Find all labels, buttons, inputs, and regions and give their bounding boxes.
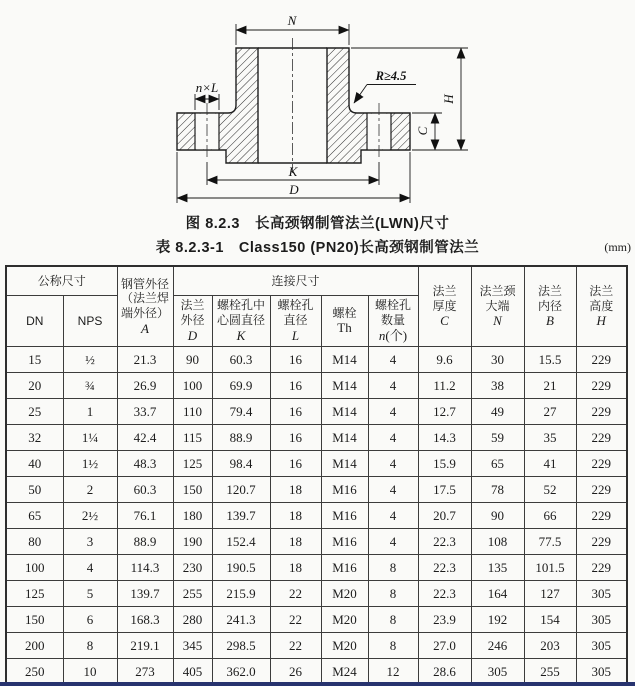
dim-label-D: D xyxy=(289,182,299,197)
cell: 88.9 xyxy=(117,529,173,555)
cell: 255 xyxy=(173,581,212,607)
header-height: 法兰 高度 H xyxy=(576,266,627,347)
table-row xyxy=(6,503,627,529)
cell: 127 xyxy=(524,581,576,607)
cell: 66 xyxy=(524,503,576,529)
cell: 150 xyxy=(173,477,212,503)
cell: 229 xyxy=(576,399,627,425)
cell: 139.7 xyxy=(117,581,173,607)
cell: 192 xyxy=(471,607,524,633)
cell: 18 xyxy=(270,529,321,555)
cell: M20 xyxy=(321,607,368,633)
header-dn: DN xyxy=(6,296,63,347)
cell: 2½ xyxy=(63,503,117,529)
cell: 16 xyxy=(270,347,321,373)
cell: 6 xyxy=(63,607,117,633)
bottom-edge-bar xyxy=(0,682,635,686)
cell: 78 xyxy=(471,477,524,503)
dim-label-nxL: n×L xyxy=(195,80,219,95)
cell: 90 xyxy=(471,503,524,529)
cell: 79.4 xyxy=(212,399,270,425)
cell: 305 xyxy=(471,659,524,686)
cell: 203 xyxy=(524,633,576,659)
cell: 305 xyxy=(576,659,627,686)
cell: 219.1 xyxy=(117,633,173,659)
cell: 28.6 xyxy=(418,659,471,686)
table-caption-row xyxy=(0,236,635,258)
cell: 15 xyxy=(6,347,63,373)
cell: 8 xyxy=(368,607,418,633)
cell: M20 xyxy=(321,581,368,607)
cell: 90 xyxy=(173,347,212,373)
table-row xyxy=(6,607,627,633)
header-nominal-group: 公称尺寸 xyxy=(6,266,117,296)
cell: 25 xyxy=(6,399,63,425)
cell: 22 xyxy=(270,581,321,607)
cell: 20 xyxy=(6,373,63,399)
cell: 215.9 xyxy=(212,581,270,607)
cell: 200 xyxy=(6,633,63,659)
cell: 17.5 xyxy=(418,477,471,503)
unit-label: (mm) xyxy=(604,240,631,254)
cell: 255 xyxy=(524,659,576,686)
cell: 98.4 xyxy=(212,451,270,477)
cell: 229 xyxy=(576,477,627,503)
cell: 18 xyxy=(270,503,321,529)
cell: 125 xyxy=(6,581,63,607)
cell: 152.4 xyxy=(212,529,270,555)
cell: 60.3 xyxy=(212,347,270,373)
cell: 405 xyxy=(173,659,212,686)
cell: 49 xyxy=(471,399,524,425)
header-thickness: 法兰 厚度 C xyxy=(418,266,471,347)
cell: 15.5 xyxy=(524,347,576,373)
cell: 120.7 xyxy=(212,477,270,503)
cell: 12 xyxy=(368,659,418,686)
cell: 33.7 xyxy=(117,399,173,425)
flange-dimension-table xyxy=(5,265,628,686)
cell: 168.3 xyxy=(117,607,173,633)
cell: 4 xyxy=(368,529,418,555)
cell: 4 xyxy=(368,477,418,503)
cell: 154 xyxy=(524,607,576,633)
cell: 246 xyxy=(471,633,524,659)
cell: 22 xyxy=(270,633,321,659)
cell: 22.3 xyxy=(418,529,471,555)
cell: M14 xyxy=(321,373,368,399)
cell: 16 xyxy=(270,451,321,477)
cell: 30 xyxy=(471,347,524,373)
cell: 22.3 xyxy=(418,581,471,607)
cell: 229 xyxy=(576,425,627,451)
cell: M16 xyxy=(321,503,368,529)
cell: 4 xyxy=(368,451,418,477)
table-row xyxy=(6,347,627,373)
cell: 362.0 xyxy=(212,659,270,686)
header-nps: NPS xyxy=(63,296,117,347)
cell: 4 xyxy=(368,347,418,373)
cell: 32 xyxy=(6,425,63,451)
header-bolt: 螺栓 Th xyxy=(321,296,368,347)
cell: 52 xyxy=(524,477,576,503)
cell: 150 xyxy=(6,607,63,633)
cell: 14.3 xyxy=(418,425,471,451)
cell: 27.0 xyxy=(418,633,471,659)
cell: ½ xyxy=(63,347,117,373)
cell: 8 xyxy=(368,633,418,659)
table-row xyxy=(6,581,627,607)
cell: 229 xyxy=(576,373,627,399)
cell: 35 xyxy=(524,425,576,451)
cell: 42.4 xyxy=(117,425,173,451)
cell: M16 xyxy=(321,555,368,581)
cell: 2 xyxy=(63,477,117,503)
cell: 60.3 xyxy=(117,477,173,503)
cell: 11.2 xyxy=(418,373,471,399)
cell: 8 xyxy=(368,581,418,607)
cell: 305 xyxy=(576,581,627,607)
cell: 101.5 xyxy=(524,555,576,581)
cell: 8 xyxy=(63,633,117,659)
dim-label-N: N xyxy=(287,13,297,28)
table-body xyxy=(6,347,627,686)
cell: 125 xyxy=(173,451,212,477)
cell: 139.7 xyxy=(212,503,270,529)
dim-label-K: K xyxy=(288,164,298,179)
cell: 88.9 xyxy=(212,425,270,451)
cell: M20 xyxy=(321,633,368,659)
table-row xyxy=(6,633,627,659)
cell: 135 xyxy=(471,555,524,581)
cell: 305 xyxy=(576,633,627,659)
table-row xyxy=(6,451,627,477)
cell: 108 xyxy=(471,529,524,555)
cell: 15.9 xyxy=(418,451,471,477)
cell: 16 xyxy=(270,425,321,451)
cell: 241.3 xyxy=(212,607,270,633)
fillet-note-label: R≥4.5 xyxy=(375,69,407,83)
cell: 1 xyxy=(63,399,117,425)
cell: M16 xyxy=(321,477,368,503)
cell: 4 xyxy=(368,399,418,425)
cell: 20.7 xyxy=(418,503,471,529)
cell: 65 xyxy=(6,503,63,529)
cell: 77.5 xyxy=(524,529,576,555)
table-row xyxy=(6,373,627,399)
cell: 229 xyxy=(576,503,627,529)
cell: 26 xyxy=(270,659,321,686)
cell: 229 xyxy=(576,347,627,373)
cell: ¾ xyxy=(63,373,117,399)
cell: 40 xyxy=(6,451,63,477)
cell: 9.6 xyxy=(418,347,471,373)
cell: 229 xyxy=(576,451,627,477)
header-bolt-circle: 螺栓孔中 心圆直径 K xyxy=(212,296,270,347)
cell: M24 xyxy=(321,659,368,686)
cell: 10 xyxy=(63,659,117,686)
cell: 41 xyxy=(524,451,576,477)
table-row xyxy=(6,529,627,555)
cell: 21 xyxy=(524,373,576,399)
header-pipe-od: 钢管外径 （法兰焊 端外径） A xyxy=(117,266,173,347)
cell: 3 xyxy=(63,529,117,555)
cell: M14 xyxy=(321,399,368,425)
fillet-note xyxy=(354,69,416,103)
cell: 12.7 xyxy=(418,399,471,425)
cell: 114.3 xyxy=(117,555,173,581)
cell: 5 xyxy=(63,581,117,607)
header-bore: 法兰 内径 B xyxy=(524,266,576,347)
table-row xyxy=(6,477,627,503)
cell: 180 xyxy=(173,503,212,529)
header-bolt-count: 螺栓孔 数量 n(个) xyxy=(368,296,418,347)
cell: 273 xyxy=(117,659,173,686)
cell: M14 xyxy=(321,425,368,451)
cell: 18 xyxy=(270,555,321,581)
cell: 80 xyxy=(6,529,63,555)
cell: 21.3 xyxy=(117,347,173,373)
cell: 22.3 xyxy=(418,555,471,581)
cell: M14 xyxy=(321,347,368,373)
table-row xyxy=(6,425,627,451)
cell: 38 xyxy=(471,373,524,399)
cell: 76.1 xyxy=(117,503,173,529)
dim-label-C: C xyxy=(415,126,430,136)
cell: 100 xyxy=(173,373,212,399)
cell: M14 xyxy=(321,451,368,477)
table-row xyxy=(6,399,627,425)
cell: 229 xyxy=(576,529,627,555)
cell: 1½ xyxy=(63,451,117,477)
flange-diagram xyxy=(158,0,478,208)
cell: 22 xyxy=(270,607,321,633)
cell: M16 xyxy=(321,529,368,555)
cell: 69.9 xyxy=(212,373,270,399)
cell: 100 xyxy=(6,555,63,581)
cell: 16 xyxy=(270,399,321,425)
header-neck-big-end: 法兰颈 大端 N xyxy=(471,266,524,347)
cell: 59 xyxy=(471,425,524,451)
header-flange-od: 法兰 外径 D xyxy=(173,296,212,347)
table-row xyxy=(6,555,627,581)
cell: 164 xyxy=(471,581,524,607)
dim-label-H: H xyxy=(441,94,456,104)
cell: 110 xyxy=(173,399,212,425)
cell: 230 xyxy=(173,555,212,581)
header-connection-group: 连接尺寸 xyxy=(173,266,418,296)
cell: 27 xyxy=(524,399,576,425)
cell: 305 xyxy=(576,607,627,633)
cell: 4 xyxy=(63,555,117,581)
cell: 190.5 xyxy=(212,555,270,581)
cell: 26.9 xyxy=(117,373,173,399)
cell: 115 xyxy=(173,425,212,451)
cell: 4 xyxy=(368,425,418,451)
cell: 8 xyxy=(368,555,418,581)
cell: 65 xyxy=(471,451,524,477)
cell: 48.3 xyxy=(117,451,173,477)
cell: 23.9 xyxy=(418,607,471,633)
cell: 50 xyxy=(6,477,63,503)
cell: 1¼ xyxy=(63,425,117,451)
cell: 229 xyxy=(576,555,627,581)
cell: 4 xyxy=(368,373,418,399)
cell: 298.5 xyxy=(212,633,270,659)
cell: 250 xyxy=(6,659,63,686)
header-bolt-hole-dia: 螺栓孔 直径 L xyxy=(270,296,321,347)
cell: 4 xyxy=(368,503,418,529)
cell: 345 xyxy=(173,633,212,659)
table-caption: 表 8.2.3-1 Class150 (PN20)长高颈钢制管法兰 xyxy=(155,240,480,256)
cell: 190 xyxy=(173,529,212,555)
figure-caption: 图 8.2.3 长高颈钢制管法兰(LWN)尺寸 xyxy=(185,216,450,232)
cell: 18 xyxy=(270,477,321,503)
cell: 16 xyxy=(270,373,321,399)
cell: 280 xyxy=(173,607,212,633)
